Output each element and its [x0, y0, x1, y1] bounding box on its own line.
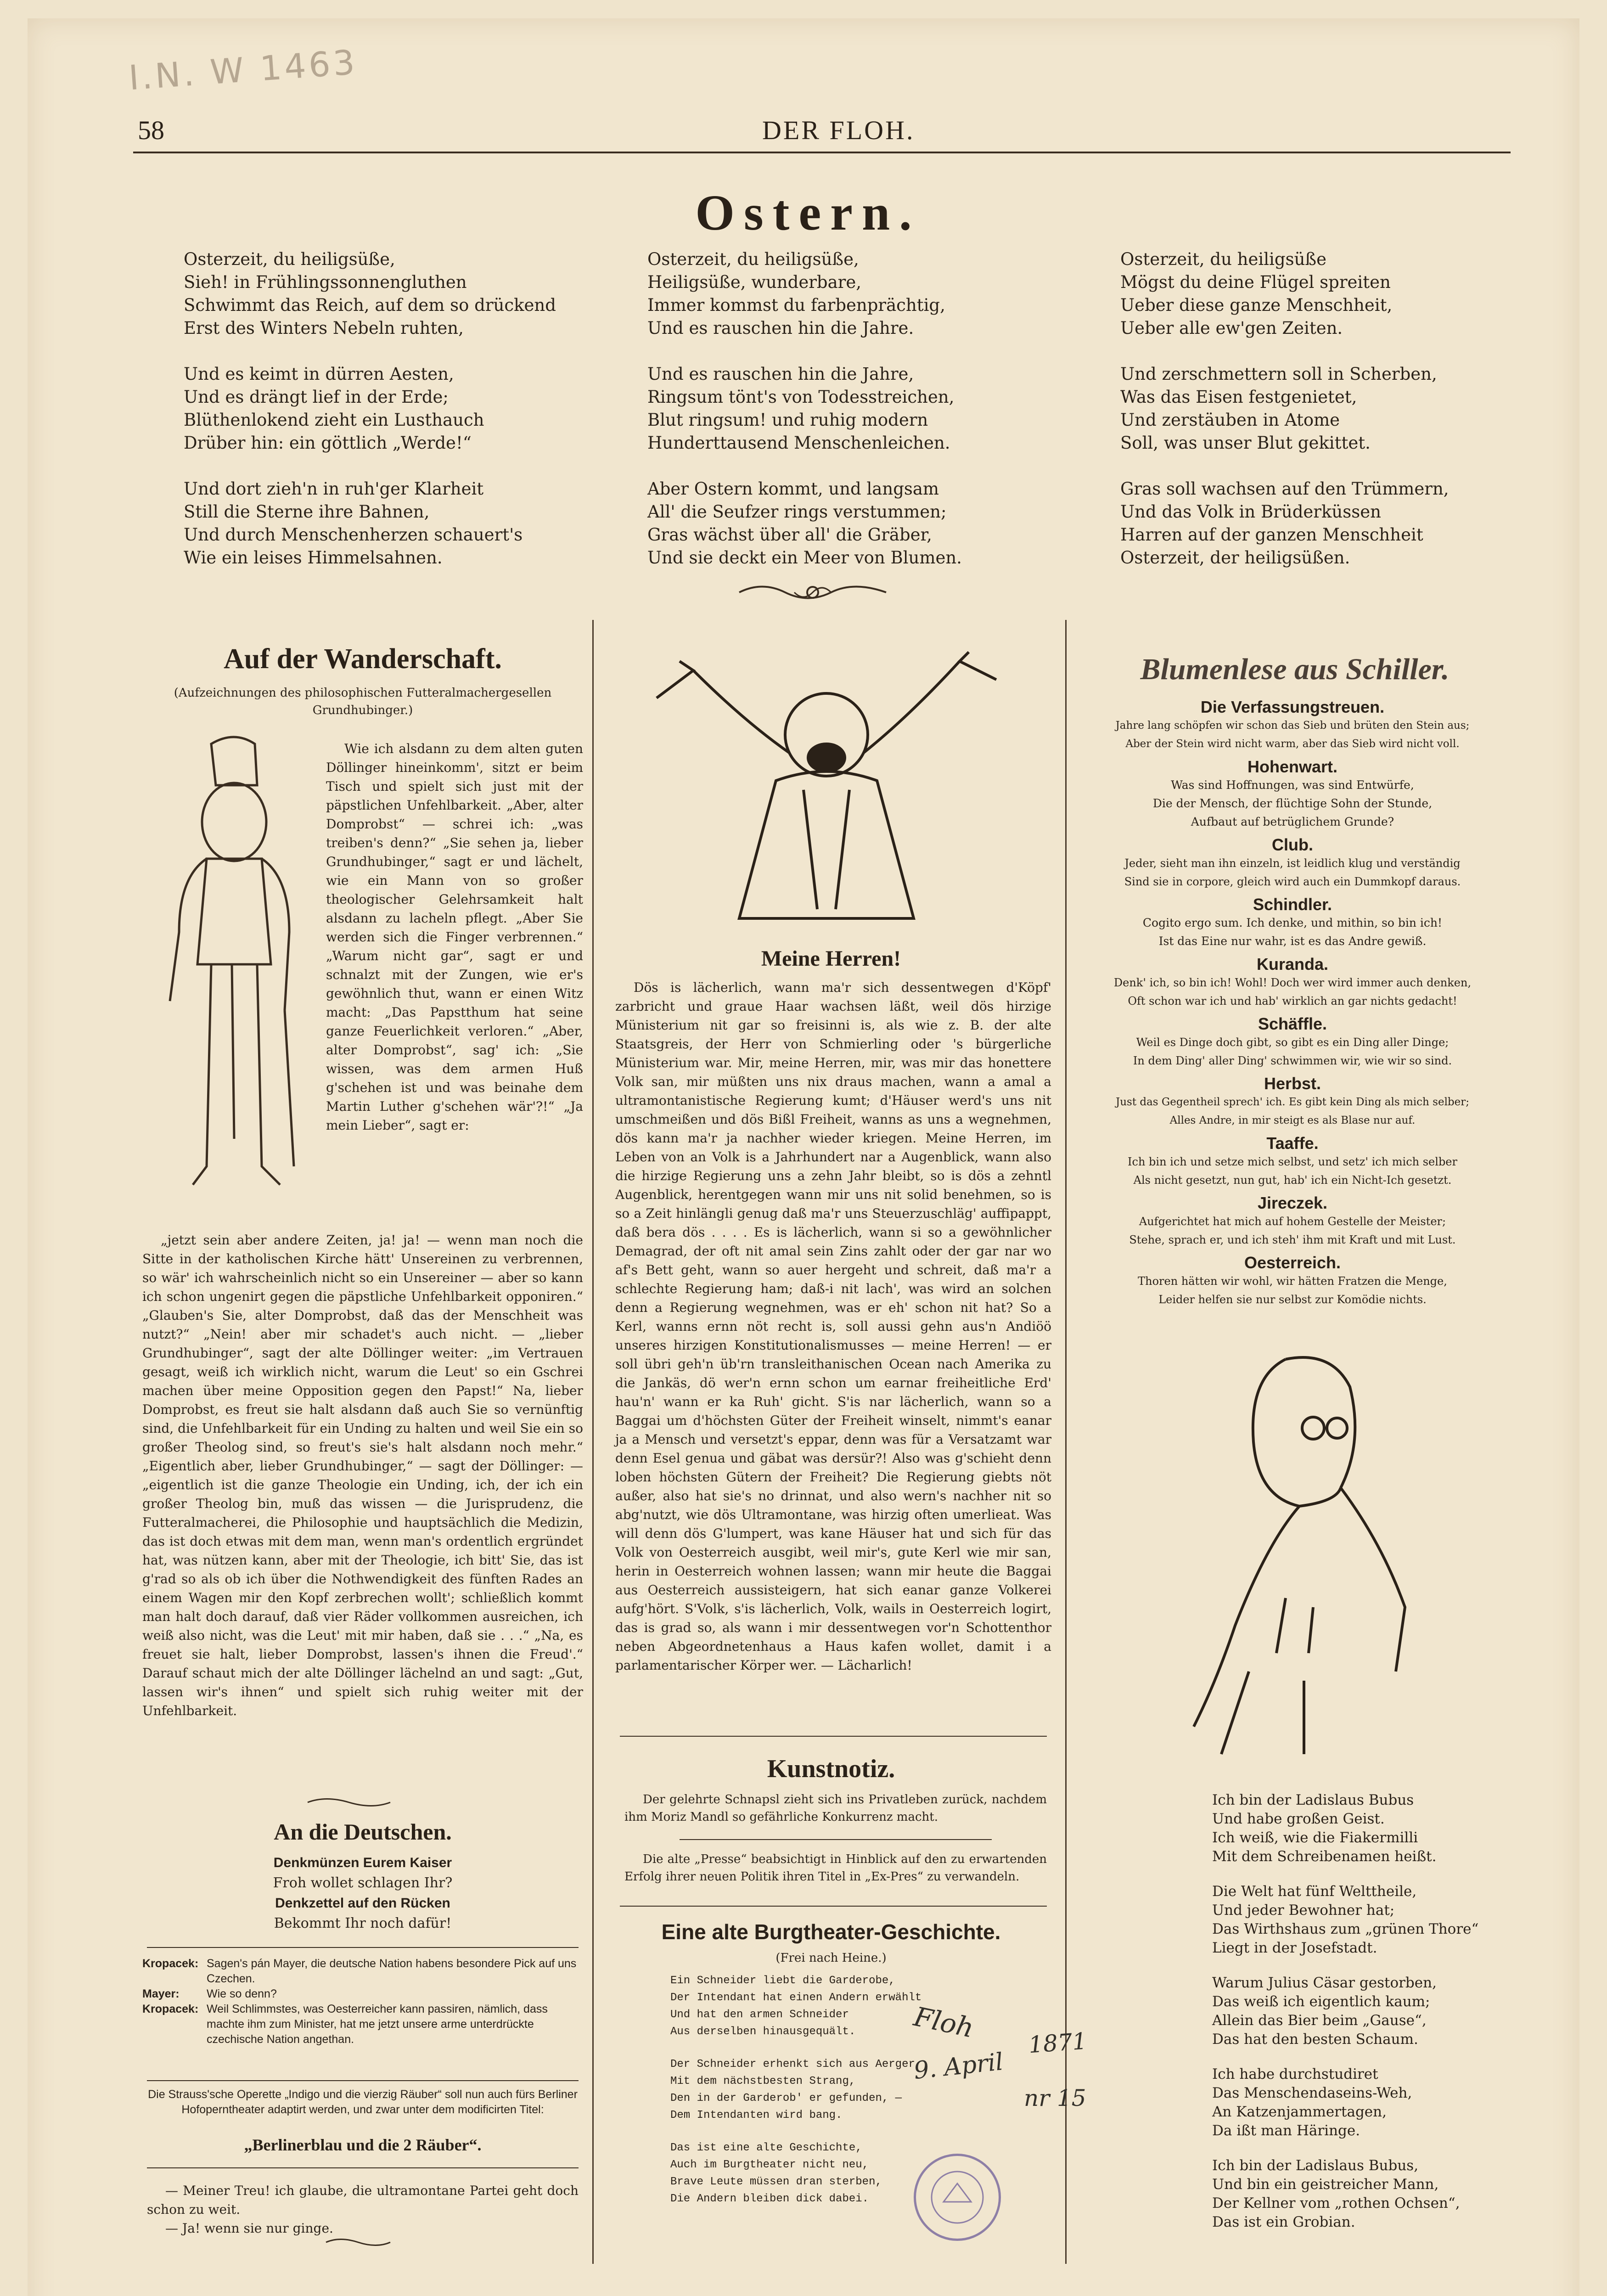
verse-line: Das hat den besten Schaum. — [1212, 2031, 1418, 2048]
stanza — [1212, 2065, 1515, 2140]
handwritten-number: nr 15 — [1024, 2085, 1086, 2111]
entry-name: Schindler. — [1253, 895, 1332, 914]
verse-line: Und es rauschen hin die Jahre, — [647, 364, 914, 384]
verse-line: Und sie deckt ein Meer von Blumen. — [647, 548, 962, 568]
ultramontan-joke — [147, 2181, 579, 2238]
stanza — [1120, 363, 1534, 455]
ostern-column-3 — [1120, 248, 1534, 592]
entry-line: Als nicht gesetzt, nun gut, hab' ich ein Nicht-Ich gesetzt. — [1133, 1174, 1452, 1187]
wanderschaft-title: Auf der Wanderschaft. — [224, 643, 502, 675]
blumenlese-entry — [1074, 836, 1511, 891]
verse-line: Ueber diese ganze Menschheit, — [1120, 295, 1393, 315]
stanza — [184, 478, 597, 569]
blumenlese-entry — [1074, 955, 1511, 1010]
verse-line: Mit dem Schreibenamen heißt. — [1212, 1848, 1437, 1865]
entry-line: Cogito ergo sum. Ich denke, und mithin, so bin ich! — [1142, 916, 1443, 929]
blumenlese-entry — [1074, 1134, 1511, 1189]
verse-line: Drüber hin: ein göttlich „Werde!“ — [184, 433, 472, 453]
verse-line: Und habe großen Geist. — [1212, 1811, 1385, 1827]
entry-line: Die der Mensch, der flüchtige Sohn der Stunde, — [1152, 797, 1433, 810]
stanza — [1212, 1882, 1515, 1958]
verse-line: Und zerstäuben in Atome — [1120, 410, 1340, 430]
dialogue-text: — Meiner Treu! ich glaube, die ultramontane Partei geht doch schon zu weit. — [147, 2183, 579, 2217]
entry-line: Denk' ich, so bin ich! Wohl! Doch wer wird immer auch denken, — [1113, 976, 1472, 989]
verse-line: Harren auf der ganzen Menschheit — [1120, 525, 1423, 545]
verse-line: Erst des Winters Nebeln ruhten, — [184, 318, 464, 338]
column-rule — [592, 620, 594, 2264]
archive-annotation: I.N. W 1463 — [127, 42, 359, 98]
verse-line: Und dort zieh'n in ruh'ger Klarheit — [184, 479, 484, 499]
verse-line: Da ißt man Häringe. — [1212, 2122, 1360, 2139]
column-rule — [1065, 620, 1067, 2264]
blumenlese-entry — [1074, 895, 1511, 951]
verse-line: Auch im Burgtheater nicht neu, — [670, 2159, 869, 2171]
ornament-small — [303, 1795, 395, 1809]
entry-line: Thoren hätten wir wohl, wir hätten Fratzen die Menge, — [1138, 1275, 1447, 1288]
verse-line: Und es keimt in dürren Aesten, — [184, 364, 454, 384]
verse-line: Gras soll wachsen auf den Trümmern, — [1120, 479, 1449, 499]
verse-line: Ich bin der Ladislaus Bubus, — [1212, 2157, 1419, 2174]
blumenlese-entry — [1074, 1254, 1511, 1309]
entry-line: Was sind Hoffnungen, was sind Entwürfe, — [1171, 778, 1414, 792]
verse-line: Und jeder Bewohner hat; — [1212, 1902, 1395, 1919]
dialogue-text: — Ja! wenn sie nur ginge. — [165, 2221, 333, 2236]
verse-line: An Katzenjammertagen, — [1212, 2104, 1387, 2120]
entry-name: Kuranda. — [1256, 955, 1329, 974]
verse-line: Der Schneider erhenkt sich aus Aerger — [670, 2058, 915, 2071]
verse-line: Mit dem nächstbesten Strang, — [670, 2075, 856, 2088]
stanza — [1212, 1791, 1515, 1866]
blumenlese-title: Blumenlese aus Schiller. — [1140, 653, 1450, 686]
dialogue-line — [142, 1956, 583, 1986]
stanza — [1120, 478, 1534, 569]
blumenlese-entry — [1074, 698, 1511, 753]
ornament-small — [321, 2236, 395, 2248]
dialogue-text: Weil Schlimmstes, was Oesterreicher kann passiren, nämlich, dass machte ihm zum Minister, hat me jetzt unsere arme unterdrückte czechische Nation angethan. — [207, 2003, 548, 2046]
wanderschaft-text-wide — [142, 1231, 583, 1720]
illustration-orator — [638, 643, 1015, 946]
verse-line: Das ist ein Grobian. — [1212, 2214, 1355, 2230]
section-rule — [147, 1947, 579, 1948]
verse-line: Aus derselben hinausgequält. — [670, 2026, 856, 2038]
verse-line: Das weiß ich eigentlich kaum; — [1212, 1993, 1430, 2010]
entry-line: Aufgerichtet hat mich auf hohem Gestelle der Meister; — [1139, 1215, 1446, 1228]
stamp-emblem — [916, 2156, 999, 2239]
verse-line: Ueber alle ew'gen Zeiten. — [1120, 318, 1343, 338]
header-rule — [133, 152, 1511, 153]
dialogue-text: Wie so denn? — [207, 1987, 277, 2000]
verse-line: Und bin ein geistreicher Mann, — [1212, 2176, 1439, 2193]
ostern-column-1 — [184, 248, 597, 592]
section-rule — [147, 2080, 579, 2081]
verse-line: Und hat den armen Schneider — [670, 2009, 849, 2021]
kropacek-dialogue — [142, 1956, 583, 2047]
verse-line: Und durch Menschenherzen schauert's — [184, 525, 523, 545]
verse-line: Der Kellner vom „rothen Ochsen“, — [1212, 2195, 1460, 2212]
verse-line: Die Andern bleiben dick dabei. — [670, 2193, 869, 2205]
entry-line: Just das Gegentheil sprech' ich. Es gibt kein Ding als mich selber; — [1115, 1096, 1470, 1108]
illustration-bubus — [1166, 1350, 1423, 1763]
verse-line: Die Welt hat fünf Welttheile, — [1212, 1883, 1417, 1900]
bubus-poem — [1212, 1791, 1515, 2232]
verse-line: Was das Eisen festgenietet, — [1120, 387, 1357, 407]
verse-line: Den in der Garderob' er gefunden, — — [670, 2092, 902, 2105]
verse-line: Der Intendant hat einen Andern erwählt — [670, 1992, 922, 2004]
illustration-grundhubinger — [142, 726, 317, 1221]
verse-line: Das Menschendaseins-Weh, — [1212, 2085, 1412, 2101]
entry-name: Taaffe. — [1266, 1134, 1319, 1153]
wanderschaft-subtitle: (Aufzeichnungen des philosophischen Futteralmachergesellen Grundhubinger.) — [174, 686, 552, 717]
blumenlese-entry — [1074, 758, 1511, 831]
stanza — [1212, 2156, 1515, 2232]
ostern-title: Ostern. — [695, 185, 921, 241]
verse-line: Soll, was unser Blut gekittet. — [1120, 433, 1371, 453]
verse-line: Blüthenlokend zieht ein Lusthauch — [184, 410, 484, 430]
blumenlese-list — [1074, 693, 1511, 1309]
deutschen-verse — [165, 1853, 560, 1934]
entry-line: In dem Ding' aller Ding' schwimmen wir, wie wir so sind. — [1133, 1054, 1452, 1067]
stanza — [647, 363, 1061, 455]
stanza — [1212, 1974, 1515, 2049]
verse-line: Bekommt Ihr noch dafür! — [274, 1915, 452, 1931]
verse-line: Ringsum tönt's von Todesstreichen, — [647, 387, 955, 407]
verse-line: Heiligsüße, wunderbare, — [647, 272, 861, 292]
burgtheater-subtitle: (Frei nach Heine.) — [775, 1951, 887, 1965]
verse-line: Gras wächst über all' die Gräber, — [647, 525, 932, 545]
newspaper-page — [28, 18, 1579, 2296]
kunstnotiz-title: Kunstnotiz. — [767, 1755, 895, 1783]
dialogue-text: Sagen's pán Mayer, die deutsche Nation habens besondere Pick auf uns Czechen. — [207, 1957, 577, 1985]
entry-line: Aufbaut auf betrüglichem Grunde? — [1191, 815, 1394, 828]
verse-line: Brave Leute müssen dran sterben, — [670, 2176, 882, 2188]
ornament-divider — [735, 579, 891, 606]
verse-line: Wie ein leises Himmelsahnen. — [184, 548, 443, 568]
stanza — [184, 363, 597, 455]
entry-line: Jeder, sieht man ihn einzeln, ist leidlich klug und verständig — [1124, 857, 1461, 870]
paragraph: Dös is lächerlich, wann ma'r sich dessentwegen d'Köpf' zarbricht und graue Haar wachsen läßt, weil dös hirzige Münisterium nit gar so freisinni is, als wie z. B. der alte Staatsgreis, der Herr von Schmierling oder 's bürgerliche Münisterium war. Mir, meine Herren, mir, was mir das honettere Volk san, mir müßten uns nix draus machen, wann a amal a ultramontanistische Regierung kumt; d'Häuser werd's uns nit umschmeißen und dös Bißl Freiheit, wanns as uns a wegnehmen, dös kann ma'r ja nachher wieder kriegen. Meine Herren, im Leben von an Volk is a Jahrhundert nar a Augenblick, wann also die hirzige Regierung uns a zehn Jahr bleibt, so is dös a zehntl Augenblick, herentgegen wann mir uns nit solid benehmen, so is so a Zeit hinlängli genug daß ma'r uns Steuerzuschläg' auffipappt, daß bera dös . . . . Es is lächerlich, wann si so a gewöhnlicher Demagrad, der oft nit amal sein Zins zahlt oder der gar nar wo af's Bett geht, wann so auer hergeht und schreit, daß ma'r a schlechte Regierung ham; daß-i nit lach', was wird an solchen denn a Regierung wegnehmen, was er eh' schon nit hat? So a Kerl, wanns ernn nöt recht is, soll aussi gehn aus'n Andiöö unseres hirzigen Konstitutionalismusses — meine Herren! — er soll übri geh'n üb'rn transleithanischen Ocean nach Amerika zu die Jankäs, dö wer'n ernn schon um earnar freiheitliche Erd' hau'n' wann er ka Ruh' gicht. S'is nar lächerlich, wann so a Baggai um d'höchsten Güter der Freiheit winselt, nimmt's eanar ja a Mensch und versetzt's eppar, denn was für a Versatzamt war denn Esel genua und gäbat was dersür?! Also was g'schieht denn loben höchsten Gütern der Freiheit? Die Regierung giebts nöt außer, also hat sie's no drinnat, und also wern's nachher nit so abg'nutzt, wie dös Ultramontane, was hirzig often umerlieat. Was will denn dös G'lumpert, was kane Häuser hat und sich für das Volk von Oesterreich ausgibt, weil mir's, gute Kerl wie mir san, herin in Oesterreich wohnen lassen; wann mir heute die Baggai aus Oesterreich aussisteigern, hat sich eanar ganze Volkerei aufg'hört. S'Volk, s'is lächerlich, Volk, wails in Oesterreich logirt, das is grad so, als wann i mir dessentwegen vor'n Schottenthor neben Abgeordnetenhaus a Haus kafen wollet, damit i a parlamentarischer Körper wer. — Lächarlich! — [615, 980, 1051, 1673]
verse-line: Osterzeit, der heiligsüßen. — [1120, 548, 1350, 568]
verse-line: Und das Volk in Brüderküssen — [1120, 502, 1381, 522]
verse-line: Ich weiß, wie die Fiakermilli — [1212, 1829, 1418, 1846]
herren-text — [615, 978, 1051, 1675]
entry-name: Die Verfassungstreuen. — [1200, 698, 1385, 716]
section-rule — [620, 1906, 1047, 1907]
verse-line: Und es rauschen hin die Jahre. — [647, 318, 914, 338]
speaker: Kropacek: — [142, 1957, 199, 1970]
handwritten-year: 1871 — [1028, 2027, 1088, 2059]
kunstnotiz-text-1 — [624, 1791, 1047, 1826]
verse-line: Das Wirthshaus zum „grünen Thore“ — [1212, 1921, 1479, 1937]
verse-line: Liegt in der Josefstadt. — [1212, 1940, 1377, 1956]
entry-line: Ist das Eine nur wahr, ist es das Andre gewiß. — [1158, 934, 1427, 948]
entry-name: Jireczek. — [1257, 1193, 1328, 1212]
entry-line: Jahre lang schöpfen wir schon das Sieb und brüten den Stein aus; — [1115, 720, 1470, 732]
page-number: 58 — [138, 115, 164, 145]
stanza — [647, 478, 1061, 569]
blumenlese-entry — [1074, 1075, 1511, 1130]
entry-line: Oft schon war ich und hab' wirklich an gar nichts gedacht! — [1128, 995, 1457, 1007]
verse-line: Dem Intendanten wird bang. — [670, 2109, 843, 2122]
verse-line: Osterzeit, du heiligsüße, — [647, 249, 859, 269]
verse-line: Immer kommst du farbenprächtig, — [647, 295, 945, 315]
entry-name: Herbst. — [1264, 1074, 1321, 1093]
verse-line: Still die Sterne ihre Bahnen, — [184, 502, 430, 522]
entry-name: Oesterreich. — [1244, 1253, 1341, 1272]
entry-line: Ich bin ich und setze mich selbst, und setz' ich mich selber — [1128, 1155, 1457, 1168]
speaker: Mayer: — [142, 1987, 180, 2000]
verse-line: Hunderttausend Menschenleichen. — [647, 433, 950, 453]
operette-title: „Berlinerblau und die 2 Räuber“. — [244, 2136, 482, 2154]
verse-line: Denkmünzen Eurem Kaiser — [273, 1855, 452, 1870]
dialogue-line — [142, 1986, 583, 2002]
verse-line: Osterzeit, du heiligsüße — [1120, 249, 1327, 269]
herren-title: Meine Herren! — [761, 946, 901, 971]
section-rule — [680, 1839, 992, 1840]
entry-line: Weil es Dinge doch gibt, so gibt es ein Ding aller Dinge; — [1136, 1036, 1449, 1049]
verse-line: Mögst du deine Flügel spreiten — [1120, 272, 1391, 292]
verse-line: All' die Seufzer rings verstummen; — [647, 502, 947, 522]
verse-line: Ich bin der Ladislaus Bubus — [1212, 1792, 1414, 1808]
running-title: DER FLOH. — [762, 115, 915, 145]
stanza — [647, 248, 1061, 340]
entry-line: Sind sie in corpore, gleich wird auch ein Dummkopf daraus. — [1124, 875, 1461, 888]
handwritten-date: 9. April — [912, 2048, 1005, 2085]
verse-line: Schwimmt das Reich, auf dem so drückend — [184, 295, 556, 315]
verse-line: Warum Julius Cäsar gestorben, — [1212, 1975, 1437, 1991]
entry-name: Schäffle. — [1258, 1014, 1327, 1033]
operette-notice: Die Strauss'sche Operette „Indigo und die vierzig Räuber“ soll nun auch fürs Berliner Hofoperntheater adaptirt werden, und zwar unter dem modificirten Titel: — [148, 2088, 578, 2116]
verse-line: Sieh! in Frühlingssonnengluthen — [184, 272, 467, 292]
verse-line: Ein Schneider liebt die Garderobe, — [670, 1975, 895, 1987]
ostern-column-2 — [647, 248, 1061, 592]
burgtheater-title: Eine alte Burgtheater-Geschichte. — [661, 1920, 1001, 1944]
handwritten-name: Floh — [911, 2001, 977, 2044]
section-rule — [620, 1736, 1047, 1737]
verse-line: Froh wollet schlagen Ihr? — [273, 1875, 453, 1891]
section-rule — [147, 2167, 579, 2168]
verse-line: Aber Ostern kommt, und langsam — [647, 479, 939, 499]
verse-line: Und zerschmettern soll in Scherben, — [1120, 364, 1437, 384]
stanza — [1120, 248, 1534, 340]
entry-name: Club. — [1272, 835, 1313, 854]
entry-name: Hohenwart. — [1247, 757, 1337, 776]
kunstnotiz-text-2 — [624, 1851, 1047, 1885]
verse-line: Allein das Bier beim „Gause“, — [1212, 2012, 1427, 2029]
entry-line: Stehe, sprach er, und ich steh' ihm mit Kraft und mit Lust. — [1129, 1233, 1456, 1246]
verse-line: Osterzeit, du heiligsüße, — [184, 249, 395, 269]
blumenlese-entry — [1074, 1194, 1511, 1249]
paragraph: Die alte „Presse“ beabsichtigt in Hinblick auf den zu erwartenden Erfolg ihrer neuen Politik ihren Titel in „Ex-Pres“ zu verwandeln. — [624, 1852, 1047, 1884]
verse-line: Ich habe durchstudiret — [1212, 2066, 1378, 2082]
paragraph: „jetzt sein aber andere Zeiten, ja! ja! — wenn man noch die Sitte in der katholischen Kirche hätt' Unsereinen zu verbrennen, so wär' ich wahrscheinlich nicht so ein Unsereiner — aber so kann ich schon ungenirt gegen die päpstliche Unfehlbarkeit opponiren.“ „Glauben's Sie, alter Domprobst, daß das der Menschheit was nutzt?“ „Nein! aber mir schadet's auch nicht. — „lieber Grundhubinger“, sagt der alte Döllinger weiter: „im Vertrauen gesagt, weiß ich wirklich nicht, warum die Leut' so ein Gschrei machen über meine Opposition gegen den Papst!“ Na, lieber Domprobst, es freut sie halt alsdann daß auch Sie so vernünftig sind, die Unfehlbarkeit für ein Unding zu halten und weil Sie ein so großer Theolog sind, so freut's sie's halt alsdann noch mehr.“ „Eigentlich aber, lieber Grundhubinger,“ — sagt der Döllinger: — „eigentlich ist die ganze Theologie ein Unding, ich, der ich ein großer Theolog bin, muß das wissen — die Jurisprudenz, die Futteralmacherei, die Philosophie und hauptsächlich die Medizin, das ist doch etwas mit dem man, wenn man's ordentlich ergründet hat, was nützen kann, aber mit der Theologie, ich bitt' Sie, das ist g'rad so als ob ich über die Nothwendigkeit des fünften Rades an einem Wagen mir den Kopf zerbrechen wollt'; schließlich kommt man halt doch darauf, daß vier Räder vollkommen ausreichen, ich weiß also nicht, was die Leut' mit mir haben, daß sie . . .“ „Na, es freuet sie halt, lieber Domprobst, lassen's ihnen die Freud'.“ Darauf schaut mich der alte Döllinger lächelnd an und sagt: „Gut, lassen wir's ihnen“ und spielt sich ruhig weiter mit der Unfehlbarkeit. — [142, 1232, 583, 1718]
verse-line: Denkzettel auf den Rücken — [275, 1896, 450, 1911]
museum-stamp — [914, 2154, 1001, 2241]
entry-line: Alles Andre, in mir steigt es als Blase nur auf. — [1169, 1114, 1416, 1126]
entry-line: Aber der Stein wird nicht warm, aber das Sieb wird nicht voll. — [1125, 738, 1460, 750]
speaker: Kropacek: — [142, 2003, 199, 2015]
verse-line: Das ist eine alte Geschichte, — [670, 2142, 862, 2154]
verse-line: Und es drängt lief in der Erde; — [184, 387, 449, 407]
deutschen-title: An die Deutschen. — [274, 1819, 452, 1845]
verse-line: Blut ringsum! und ruhig modern — [647, 410, 928, 430]
entry-line: Leider helfen sie nur selbst zur Komödie nichts. — [1158, 1293, 1427, 1306]
paragraph: Wie ich alsdann zu dem alten guten Döllinger hineinkomm', sitzt er beim Tisch und spielt sich just mit der päpstlichen Unfehlbarkeit. „Aber, alter Domprobst“ — schrei ich: „was treiben's denn?“ „Sie sehen ja, lieber Grundhubinger,“ sagt er und lächelt, wie ein Mann von so großer theologischer Gelehrsamkeit halt alsdann zu lacheln pflegt. „Aber Sie werden sich die Finger verbrennen.“ „Warum nicht gar“, sagt er und schnalzt mit der Zungen, wie er's gewöhnlich thut, wann er einen Witz macht: „Das Papstthum hat seine ganze Feuerlichkeit verloren.“ „Aber, alter Domprobst“, sag' ich: „Sie wissen, was dem armen Huß g'schehen ist und was beinahe dem Martin Luther g'schehen wär'?!“ „Ja mein Lieber“, sagt er: — [326, 741, 583, 1133]
stanza — [184, 248, 597, 340]
wanderschaft-text-narrow — [326, 739, 583, 1135]
dialogue-line — [142, 2002, 583, 2047]
paragraph: Der gelehrte Schnapsl zieht sich ins Privatleben zurück, nachdem ihm Moriz Mandl so gefährliche Konkurrenz macht. — [624, 1793, 1047, 1824]
blumenlese-entry — [1074, 1015, 1511, 1070]
